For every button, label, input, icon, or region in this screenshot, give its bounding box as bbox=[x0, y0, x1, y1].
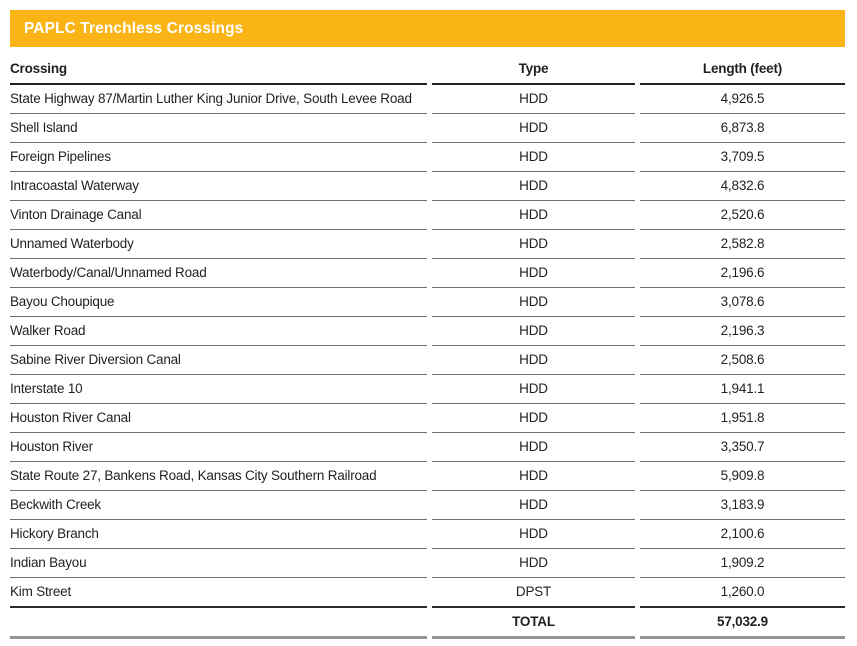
table-row bbox=[10, 259, 845, 288]
crossing-cell: Interstate 10 bbox=[10, 375, 427, 404]
table-row bbox=[10, 404, 845, 433]
type-cell: HDD bbox=[432, 346, 635, 375]
table-title: PAPLC Trenchless Crossings bbox=[24, 19, 244, 37]
length-cell: 4,926.5 bbox=[640, 85, 845, 114]
length-cell: 2,196.6 bbox=[640, 259, 845, 288]
table-row bbox=[10, 230, 845, 259]
type-cell: HDD bbox=[432, 230, 635, 259]
table-row bbox=[10, 520, 845, 549]
crossing-cell: Kim Street bbox=[10, 578, 427, 608]
type-cell: HDD bbox=[432, 114, 635, 143]
crossing-cell: State Route 27, Bankens Road, Kansas City Southern Railroad bbox=[10, 462, 427, 491]
table-row bbox=[10, 491, 845, 520]
table-row bbox=[10, 549, 845, 578]
type-cell: HDD bbox=[432, 259, 635, 288]
crossing-cell: State Highway 87/Martin Luther King Junior Drive, South Levee Road bbox=[10, 85, 427, 114]
table-row bbox=[10, 578, 845, 608]
type-cell: HDD bbox=[432, 201, 635, 230]
type-cell: HDD bbox=[432, 375, 635, 404]
header-row bbox=[10, 53, 845, 85]
table-row bbox=[10, 201, 845, 230]
crossing-cell: Bayou Choupique bbox=[10, 288, 427, 317]
length-cell: 3,183.9 bbox=[640, 491, 845, 520]
length-cell: 4,832.6 bbox=[640, 172, 845, 201]
total-label: TOTAL bbox=[432, 608, 635, 639]
table-row bbox=[10, 375, 845, 404]
total-row bbox=[10, 608, 845, 639]
crossing-cell: Vinton Drainage Canal bbox=[10, 201, 427, 230]
table-row bbox=[10, 172, 845, 201]
crossing-cell: Houston River Canal bbox=[10, 404, 427, 433]
table-row bbox=[10, 317, 845, 346]
type-cell: HDD bbox=[432, 491, 635, 520]
length-cell: 2,100.6 bbox=[640, 520, 845, 549]
crossing-cell: Indian Bayou bbox=[10, 549, 427, 578]
length-cell: 6,873.8 bbox=[640, 114, 845, 143]
table-row bbox=[10, 433, 845, 462]
crossing-cell: Waterbody/Canal/Unnamed Road bbox=[10, 259, 427, 288]
length-cell: 5,909.8 bbox=[640, 462, 845, 491]
crossing-cell: Beckwith Creek bbox=[10, 491, 427, 520]
length-cell: 1,909.2 bbox=[640, 549, 845, 578]
crossings-table bbox=[10, 53, 845, 639]
type-cell: HDD bbox=[432, 520, 635, 549]
total-value: 57,032.9 bbox=[640, 608, 845, 639]
table-title-bar bbox=[10, 10, 845, 47]
column-header-type: Type bbox=[432, 53, 635, 85]
total-empty-cell bbox=[10, 608, 427, 639]
length-cell: 3,350.7 bbox=[640, 433, 845, 462]
crossing-cell: Walker Road bbox=[10, 317, 427, 346]
table-row bbox=[10, 346, 845, 375]
length-cell: 2,582.8 bbox=[640, 230, 845, 259]
type-cell: HDD bbox=[432, 462, 635, 491]
length-cell: 3,709.5 bbox=[640, 143, 845, 172]
column-header-crossing: Crossing bbox=[10, 53, 427, 85]
length-cell: 3,078.6 bbox=[640, 288, 845, 317]
length-cell: 1,951.8 bbox=[640, 404, 845, 433]
type-cell: HDD bbox=[432, 549, 635, 578]
length-cell: 1,260.0 bbox=[640, 578, 845, 608]
crossing-cell: Houston River bbox=[10, 433, 427, 462]
type-cell: HDD bbox=[432, 317, 635, 346]
table-row bbox=[10, 85, 845, 114]
type-cell: HDD bbox=[432, 85, 635, 114]
crossing-cell: Shell Island bbox=[10, 114, 427, 143]
crossing-cell: Foreign Pipelines bbox=[10, 143, 427, 172]
crossing-cell: Intracoastal Waterway bbox=[10, 172, 427, 201]
type-cell: DPST bbox=[432, 578, 635, 608]
length-cell: 2,196.3 bbox=[640, 317, 845, 346]
type-cell: HDD bbox=[432, 172, 635, 201]
column-header-length: Length (feet) bbox=[640, 53, 845, 85]
length-cell: 1,941.1 bbox=[640, 375, 845, 404]
type-cell: HDD bbox=[432, 433, 635, 462]
type-cell: HDD bbox=[432, 143, 635, 172]
crossing-cell: Hickory Branch bbox=[10, 520, 427, 549]
type-cell: HDD bbox=[432, 404, 635, 433]
length-cell: 2,520.6 bbox=[640, 201, 845, 230]
table-row bbox=[10, 288, 845, 317]
crossing-cell: Sabine River Diversion Canal bbox=[10, 346, 427, 375]
table-row bbox=[10, 114, 845, 143]
table-row bbox=[10, 143, 845, 172]
length-cell: 2,508.6 bbox=[640, 346, 845, 375]
type-cell: HDD bbox=[432, 288, 635, 317]
table-row bbox=[10, 462, 845, 491]
crossing-cell: Unnamed Waterbody bbox=[10, 230, 427, 259]
